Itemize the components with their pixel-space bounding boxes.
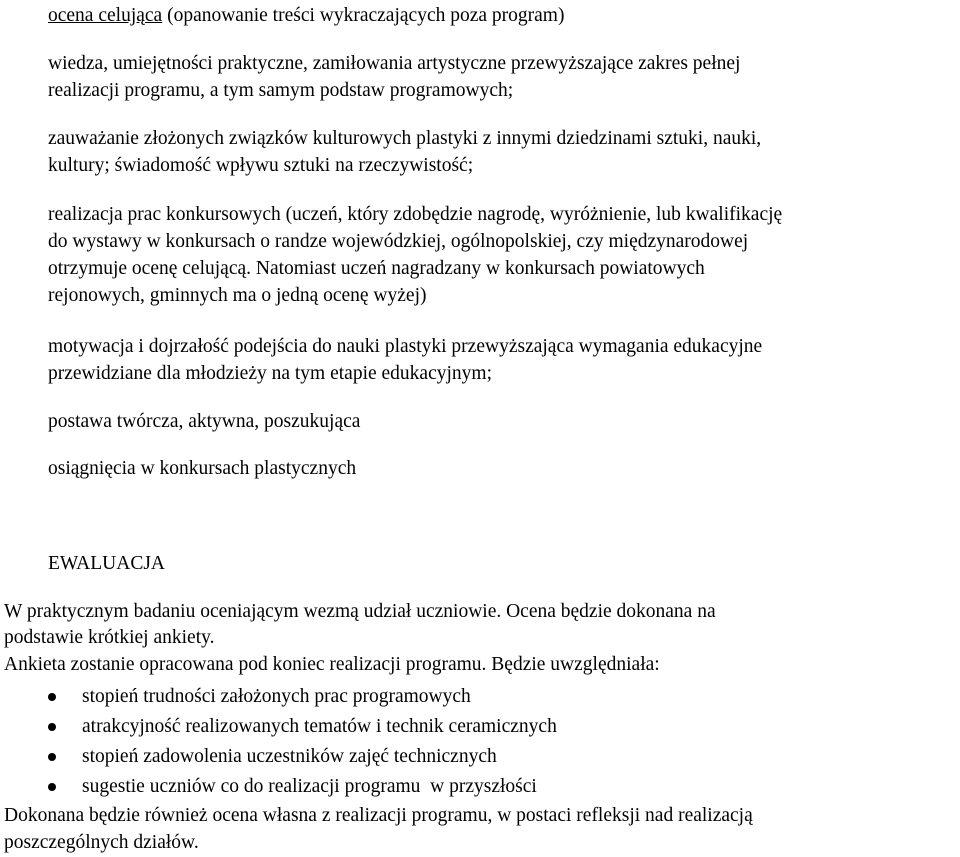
paragraph-4-line-2: przewidziane dla młodzieży na tym etapie edukacyjnym; bbox=[48, 363, 492, 384]
list-item-text: stopień zadowolenia uczestników zajęć technicznych bbox=[82, 746, 497, 767]
paragraph-3-line-1: realizacja prac konkursowych (uczeń, który zdobędzie nagrodę, wyróżnienie, lub kwalifikację bbox=[48, 204, 783, 225]
paragraph-1-line-2: realizacji programu, a tym samym podstaw programowych; bbox=[48, 80, 514, 101]
paragraph-3-line-3: otrzymuje ocenę celującą. Natomiast uczeń nagradzany w konkursach powiatowych bbox=[48, 258, 705, 279]
evaluation-intro-line-1: W praktycznym badaniu oceniającym wezmą udział uczniowie. Ocena będzie dokonana na bbox=[4, 601, 716, 622]
paragraph-3-line-4: rejonowych, gminnych ma o jedną ocenę wyżej) bbox=[48, 285, 427, 306]
evaluation-intro-line-2: podstawie krótkiej ankiety. bbox=[4, 627, 215, 648]
evaluation-closing-line-1: Dokonana będzie również ocena własna z realizacji programu, w postaci refleksji nad realizacją bbox=[4, 805, 753, 826]
paragraph-4-line-1: motywacja i dojrzałość podejścia do nauki plastyki przewyższająca wymagania edukacyjne bbox=[48, 336, 763, 357]
list-item-text: stopień trudności założonych prac programowych bbox=[82, 686, 471, 707]
paragraph-2-line-2: kultury; świadomość wpływu sztuki na rzeczywistość; bbox=[48, 155, 474, 176]
evaluation-heading: EWALUACJA bbox=[48, 553, 165, 574]
bullet-icon bbox=[48, 723, 56, 731]
evaluation-intro-line-3: Ankieta zostanie opracowana pod koniec realizacji programu. Będzie uwzględniała: bbox=[4, 654, 660, 675]
paragraph-3-line-2: do wystawy w konkursach o randze wojewódzkiej, ogólnopolskiej, czy międzynarodowej bbox=[48, 231, 749, 252]
grade-heading-rest: (opanowanie treści wykraczających poza program) bbox=[162, 5, 565, 26]
bullet-icon bbox=[48, 783, 56, 791]
grade-heading-underlined: ocena celująca bbox=[48, 5, 163, 26]
bullet-icon bbox=[48, 753, 56, 761]
bullet-icon bbox=[48, 693, 56, 701]
list-item-text: atrakcyjność realizowanych tematów i technik ceramicznych bbox=[82, 716, 557, 737]
grade-heading bbox=[48, 2, 564, 29]
paragraph-6-line-1: osiągnięcia w konkursach plastycznych bbox=[48, 458, 357, 479]
paragraph-1-line-1: wiedza, umiejętności praktyczne, zamiłowania artystyczne przewyższające zakres pełnej bbox=[48, 53, 741, 74]
evaluation-closing-line-2: poszczególnych działów. bbox=[4, 832, 199, 853]
paragraph-5-line-1: postawa twórcza, aktywna, poszukująca bbox=[48, 411, 361, 432]
list-item-text: sugestie uczniów co do realizacji programu w przyszłości bbox=[82, 776, 537, 797]
paragraph-2-line-1: zauważanie złożonych związków kulturowych plastyki z innymi dziedzinami sztuki, nauki, bbox=[48, 128, 762, 149]
